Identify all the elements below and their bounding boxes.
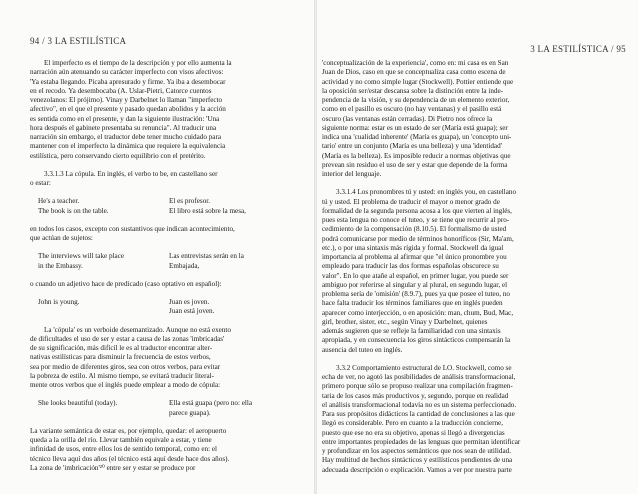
example-block-3 <box>30 298 300 317</box>
text-line: el análisis transformacional todavía no es un sistema perfeccionado. <box>322 400 517 409</box>
text-line: la pobreza de estilo. Al mismo tiempo, se evitará traducir literal- <box>30 371 215 380</box>
right-page <box>318 0 638 494</box>
text-line: afectivo", en el que el presente y pasado quedan abolidos y la acción <box>30 105 226 114</box>
text-line: formalidad de la segunda persona acosa a los que vierten al inglés, <box>322 206 512 215</box>
text-line: actividad y no como simple lugar (Stockwell). Pottier entiende que <box>322 77 514 86</box>
text-line: mente otros verbos que el inglés puede emplear a modo de cópula: <box>30 381 221 389</box>
text-line: ausencia del tuteo en inglés. <box>322 345 403 354</box>
example-spanish: Las entrevistas serán en la <box>169 252 244 261</box>
right-running-header: 3 LA ESTILÍSTICA / 95 <box>530 44 626 54</box>
text-line: tario' entre un conjunto (María es una belleza) y una 'identidad' <box>322 142 502 151</box>
section-heading-line: 3.3.1.3 La cópula. En inglés, el verbo to be, en castellano ser <box>44 169 218 178</box>
paragraph-conceptualizacion <box>322 59 587 179</box>
text-line: El imperfecto es el tiempo de la descripción y por ello aumenta la <box>44 59 232 67</box>
text-line: entre importantes propiedades de las lenguas que permitan identificar <box>322 437 521 446</box>
paragraph-verboide <box>30 326 300 391</box>
text-line: venezolanos: El prójimo). Vinay y Darbelnet lo llaman "imperfecto <box>30 96 223 104</box>
text-line: es sentida como en el presente, y dan la siguiente ilustración: 'Una <box>30 114 220 123</box>
text-line: hace falta traducir los términos familiares que en inglés pueden <box>322 299 503 308</box>
text-line: echa de ver, no agotó las posibilidades de análisis transformacional, <box>322 373 516 381</box>
text-line: valor". En lo que atañe al español, en primer lugar, you puede ser <box>322 271 509 280</box>
text-line: girl, brother, sister, etc., según Vinay y Darbelnet, quienes <box>322 317 488 326</box>
section-comportamiento-lo <box>322 364 587 475</box>
example-row <box>30 252 300 261</box>
text-line: interior del lenguaje. <box>322 170 382 178</box>
text-line: técnico lleva aquí dos años (el técnico está aquí desde hace dos años). <box>30 454 230 463</box>
text-line: o cuando un adjetivo hace de predicado (caso optativo en español): <box>30 279 222 288</box>
text-line: empleado para traducir las dos formas españolas obscurece su <box>322 262 499 271</box>
book-gutter <box>314 0 317 494</box>
example-row <box>30 307 300 316</box>
text-line: etc.), o por una sintaxis más rígida y formal. Stockwell da igual <box>322 243 504 252</box>
text-line: narración sin embargo, el traductor debe tener mucho cuidado para <box>30 133 221 141</box>
text-line: además sugieren que se refleje la familiaridad con una sintaxis <box>322 327 501 335</box>
text-line: taria de los casos más productivos y, segundo, porque en realidad <box>322 391 509 400</box>
right-text-column <box>322 59 587 475</box>
example-english: John is young. <box>38 298 80 306</box>
paragraph-sustantivos <box>30 225 300 244</box>
left-text-column <box>30 59 300 473</box>
example-row <box>30 399 300 408</box>
text-line: en el recodo. Ya desembocaba (A. Uslar-Pietri, Catorce cuentos <box>30 86 212 95</box>
paragraph-adjetivo <box>30 280 300 289</box>
example-spanish: Ella está guapa (pero no: ella <box>169 399 253 408</box>
text-line: de su significación, más difícil le es al traductor encontrar alter- <box>30 344 213 352</box>
text-line: tú y usted. El problema de traducir el mayor o menor grado de <box>322 197 500 206</box>
text-line: llegó es considerable. Pero en cuanto a la traducción concierne, <box>322 419 504 428</box>
example-block-2 <box>30 252 300 271</box>
text-line: ambiguo por referirse al singular y al plural, en segundo lugar, el <box>322 280 508 289</box>
text-line: estilística, pero conservando cierto equilibrio con el pretérito. <box>30 151 206 160</box>
text-line: infinidad de usos, entre ellos los de sentido temporal, como en: el <box>30 445 218 454</box>
text-line: indica una 'cualidad inherente' (María es guapa), un 'concepto uni- <box>322 133 512 141</box>
example-english <box>38 307 158 316</box>
text-line: prevean sin residuo el uso de ser y estar que depende de la forma <box>322 160 508 169</box>
text-line: puesto que ese no era su objetivo, apenas si llegó a divergencias <box>322 428 505 437</box>
example-block-1 <box>30 197 300 216</box>
example-english: The book is on the table. <box>38 206 109 215</box>
example-block-4 <box>30 399 300 418</box>
text-line: nativas estilísticas para disminuir la frecuencia de estos verbos, <box>30 353 211 362</box>
text-line: la oposición ser/estar descansa sobre la distinción entre la inde- <box>322 86 504 95</box>
text-line: La variante semántica de estar es, por ejemplo, quedar: el aeropuerto <box>30 426 227 435</box>
text-line: pendencia de la visión, y su dependencia de un elemento exterior, <box>322 96 510 104</box>
text-line: La zona de 'imbricación'²⁰ entre ser y estar se produce por <box>30 463 196 472</box>
text-line: Juan de Dios, caso en que se conceptualiza casa como escena de <box>322 68 506 77</box>
left-page <box>0 0 312 494</box>
text-line: que actúan de sujetos: <box>30 234 93 242</box>
example-spanish: Embajada, <box>169 261 200 270</box>
paragraph-imperfecto <box>30 59 300 161</box>
text-line: adecuada descripción o explicación. Vamos a ver por nuestra parte <box>322 465 512 474</box>
text-line: o estar: <box>30 179 51 187</box>
text-line: 'Ya estaba llegando. Picaba apresurado y firme. Ya iba a desembocar <box>30 77 226 86</box>
example-spanish: El libro está sobre la mesa, <box>169 206 246 215</box>
text-line: Para sus propósitos didácticos la cantidad de conclusiones a las que <box>322 410 515 418</box>
text-line: 'conceptualización de la experiencia', como en: mi casa es en San <box>322 59 509 67</box>
example-spanish: Juan es joven. <box>169 298 210 306</box>
paragraph-quedar <box>30 427 300 473</box>
example-row <box>30 409 300 418</box>
example-spanish: Juan está joven. <box>169 307 215 316</box>
text-line: podrá comunicarse por medio de términos honoríficos (Sir, Ma'am, <box>322 234 514 243</box>
text-line: de dificultades el uso de ser y estar a causa de las zonas 'imbricadas' <box>30 334 225 343</box>
example-row <box>30 262 300 271</box>
text-line: siguiente norma: estar es un estado de ser (María está guapa); ser <box>322 123 508 132</box>
text-line: aparecer como interjección, o en aposición: man, chum, Bud, Mac, <box>322 308 514 317</box>
example-english: The interviews will take place <box>38 252 125 261</box>
example-english: She looks beautiful (today). <box>38 399 118 408</box>
text-line: sea por medio de diferentes giros, sea con otros verbos, para evitar <box>30 362 221 371</box>
text-line: problema sería de 'omisión' (8.9.7), pues ya que posee el tuteo, no <box>322 290 510 298</box>
example-english: He's a teacher. <box>38 197 80 206</box>
section-heading-line: 3.3.2 Comportamiento estructural de LO. Stockwell, como se <box>336 363 512 372</box>
section-heading-line: 3.3.1.4 Los pronombres tú y usted: en inglés you, en castellano <box>336 188 517 197</box>
example-english <box>38 409 158 418</box>
text-line: pues esta lengua no conoce el tuteo, y se tiene que recurrir al pro- <box>322 216 510 224</box>
text-line: narración aún atenuando su carácter imperfecto con visos afectivos: <box>30 68 224 77</box>
text-line: apropiada, y en consecuencia los giros sintácticos compensarán la <box>322 336 511 345</box>
text-line: importancia al problema al afirmar que "el único pronombre you <box>322 253 507 261</box>
text-line: como en el pasillo es oscuro (no hay ventanas) y el pasillo está <box>322 105 502 114</box>
example-row <box>30 197 300 206</box>
left-running-header: 94 / 3 LA ESTILÍSTICA <box>30 36 127 46</box>
text-line: mantener con el imperfecto la dinámica que requiere la equivalencia <box>30 142 226 151</box>
text-line: y profundizar en los aspectos semánticos que nos sean de utilidad. <box>322 447 511 455</box>
text-line: Hay multitud de hechos sintácticos y estilísticos pendientes de una <box>322 456 513 465</box>
text-line: cedimiento de la compensación (8.10.5). El formalismo de usted <box>322 225 507 234</box>
example-spanish: El es profesor. <box>169 197 211 206</box>
section-copula <box>30 170 300 189</box>
example-spanish: parece guapa). <box>169 408 211 417</box>
example-row <box>30 298 300 307</box>
example-row <box>30 207 300 216</box>
text-line: queda a la orilla del río. Llevar también equivale a estar, y tiene <box>30 436 212 444</box>
text-line: La 'cópula' es un verboide desemantizado. Aunque no está exento <box>44 325 231 334</box>
text-line: primero porque sólo se propuso realizar una compilación fragmen- <box>322 382 513 391</box>
text-line: oscuro (las ventanas están cerradas). Di Pietro nos ofrece la <box>322 114 493 123</box>
text-line: hora después el gabinete presentaba su renuncia". Al traducir una <box>30 123 217 132</box>
example-english: in the Embassy. <box>38 261 83 270</box>
section-pronombres <box>322 188 587 355</box>
text-line: (María es la belleza). Es imposible reducir a normas objetivas que <box>322 151 511 160</box>
text-line: en todos los casos, excepto con sustantivos que indican acontecimiento, <box>30 224 235 233</box>
